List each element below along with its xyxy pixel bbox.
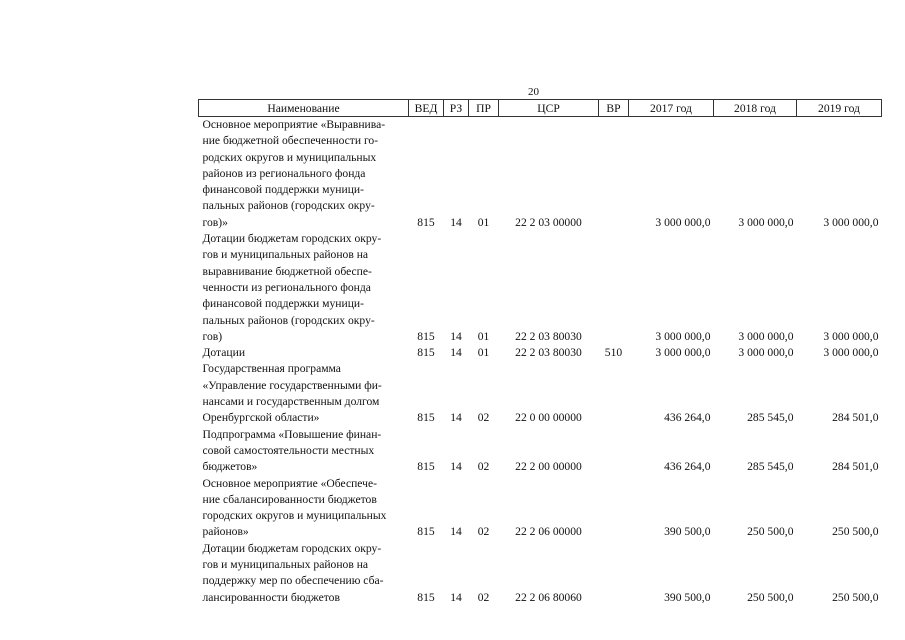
- table-row: [199, 117, 882, 232]
- row-pr: 01: [477, 329, 490, 343]
- table-header-row: [199, 100, 882, 117]
- row-2017: 390 500,0: [664, 525, 711, 539]
- row-2018: 285 545,0: [747, 411, 794, 425]
- row-ved: 815: [417, 525, 435, 539]
- row-2019: 284 501,0: [832, 460, 879, 474]
- row-2019: 250 500,0: [832, 590, 879, 604]
- row-vr: [599, 541, 629, 606]
- row-2018: 250 500,0: [747, 590, 794, 604]
- row-vr: [599, 476, 629, 541]
- row-name: Государственная программа «Управление государственными фи- нансами и государственным долгом Оренбургской области»: [202, 362, 382, 425]
- row-ved: 815: [417, 590, 435, 604]
- row-2018: 3 000 000,0: [738, 215, 794, 229]
- row-rz: 14: [450, 346, 462, 360]
- row-2017: 3 000 000,0: [655, 329, 711, 343]
- table-row: [199, 231, 882, 345]
- row-vr: [599, 231, 629, 345]
- row-pr: 01: [477, 346, 490, 360]
- row-2018: 3 000 000,0: [738, 329, 794, 343]
- row-vr: [599, 427, 629, 476]
- row-vr: 510: [604, 346, 623, 360]
- header-csr: ЦСР: [499, 100, 599, 117]
- table-row: [199, 361, 882, 426]
- row-name: Дотации бюджетам городских окру- гов и муниципальных районов на выравнивание бюджетной обеспе- ченности из регионального фонда финансовой поддержки муници- пальных районов (городских окру- гов): [202, 232, 382, 343]
- row-rz: 14: [450, 329, 462, 343]
- row-2017: 436 264,0: [664, 460, 711, 474]
- row-csr: 22 2 03 80030: [515, 329, 582, 343]
- row-2017: 3 000 000,0: [655, 346, 711, 360]
- row-2019: 3 000 000,0: [823, 346, 879, 360]
- page-number: 20: [528, 86, 539, 98]
- row-rz: 14: [450, 215, 462, 229]
- row-name: Дотации бюджетам городских окру- гов и муниципальных районов на поддержку мер по обеспечению сба- лансированности бюджетов: [202, 541, 384, 604]
- row-2019: 3 000 000,0: [823, 215, 879, 229]
- row-ved: 815: [417, 329, 435, 343]
- row-csr: 22 2 06 00000: [515, 525, 582, 539]
- row-csr: 22 2 03 00000: [515, 215, 582, 229]
- row-ved: 815: [417, 460, 435, 474]
- row-2018: 285 545,0: [747, 460, 794, 474]
- row-2018: 250 500,0: [747, 525, 794, 539]
- row-name: Подпрограмма «Повышение финан- совой самостоятельности местных бюджетов»: [202, 427, 382, 474]
- row-vr: [599, 117, 629, 232]
- row-2019: 250 500,0: [832, 525, 879, 539]
- row-2018: 3 000 000,0: [738, 346, 794, 360]
- header-2019: 2019 год: [797, 100, 882, 117]
- row-rz: 14: [450, 590, 462, 604]
- row-name: Дотации: [202, 346, 246, 360]
- table-row: [199, 427, 882, 476]
- row-vr: [599, 361, 629, 426]
- table-row: [199, 476, 882, 541]
- row-csr: 22 0 00 00000: [515, 411, 582, 425]
- row-pr: 02: [477, 460, 490, 474]
- row-pr: 01: [477, 215, 490, 229]
- row-rz: 14: [450, 525, 462, 539]
- header-ved: ВЕД: [409, 100, 444, 117]
- header-2017: 2017 год: [629, 100, 714, 117]
- row-name: Основное мероприятие «Обеспече- ние сбалансированности бюджетов городских округов и муниципальных районов»: [202, 476, 387, 539]
- row-pr: 02: [477, 525, 490, 539]
- row-2017: 436 264,0: [664, 411, 711, 425]
- row-2017: 390 500,0: [664, 590, 711, 604]
- header-rz: РЗ: [444, 100, 469, 117]
- row-pr: 02: [477, 590, 490, 604]
- row-ved: 815: [417, 411, 435, 425]
- table-row: [199, 541, 882, 606]
- row-rz: 14: [450, 460, 462, 474]
- row-csr: 22 2 03 80030: [515, 346, 582, 360]
- header-vr: ВР: [599, 100, 629, 117]
- row-2019: 284 501,0: [832, 411, 879, 425]
- header-2018: 2018 год: [714, 100, 797, 117]
- budget-table: [198, 99, 882, 606]
- row-pr: 02: [477, 411, 490, 425]
- row-ved: 815: [417, 346, 435, 360]
- header-name: Наименование: [199, 100, 409, 117]
- row-rz: 14: [450, 411, 462, 425]
- row-2019: 3 000 000,0: [823, 329, 879, 343]
- row-2017: 3 000 000,0: [655, 215, 711, 229]
- row-csr: 22 2 06 80060: [515, 590, 582, 604]
- row-csr: 22 2 00 00000: [515, 460, 582, 474]
- table-row: [199, 345, 882, 361]
- row-ved: 815: [417, 215, 435, 229]
- row-name: Основное мероприятие «Выравнива- ние бюджетной обеспеченности го- родских округов и муниципальных районов из регионального фонда финансовой поддержки муници- пальных районов (городских окру- гов)»: [202, 118, 386, 229]
- header-pr: ПР: [469, 100, 499, 117]
